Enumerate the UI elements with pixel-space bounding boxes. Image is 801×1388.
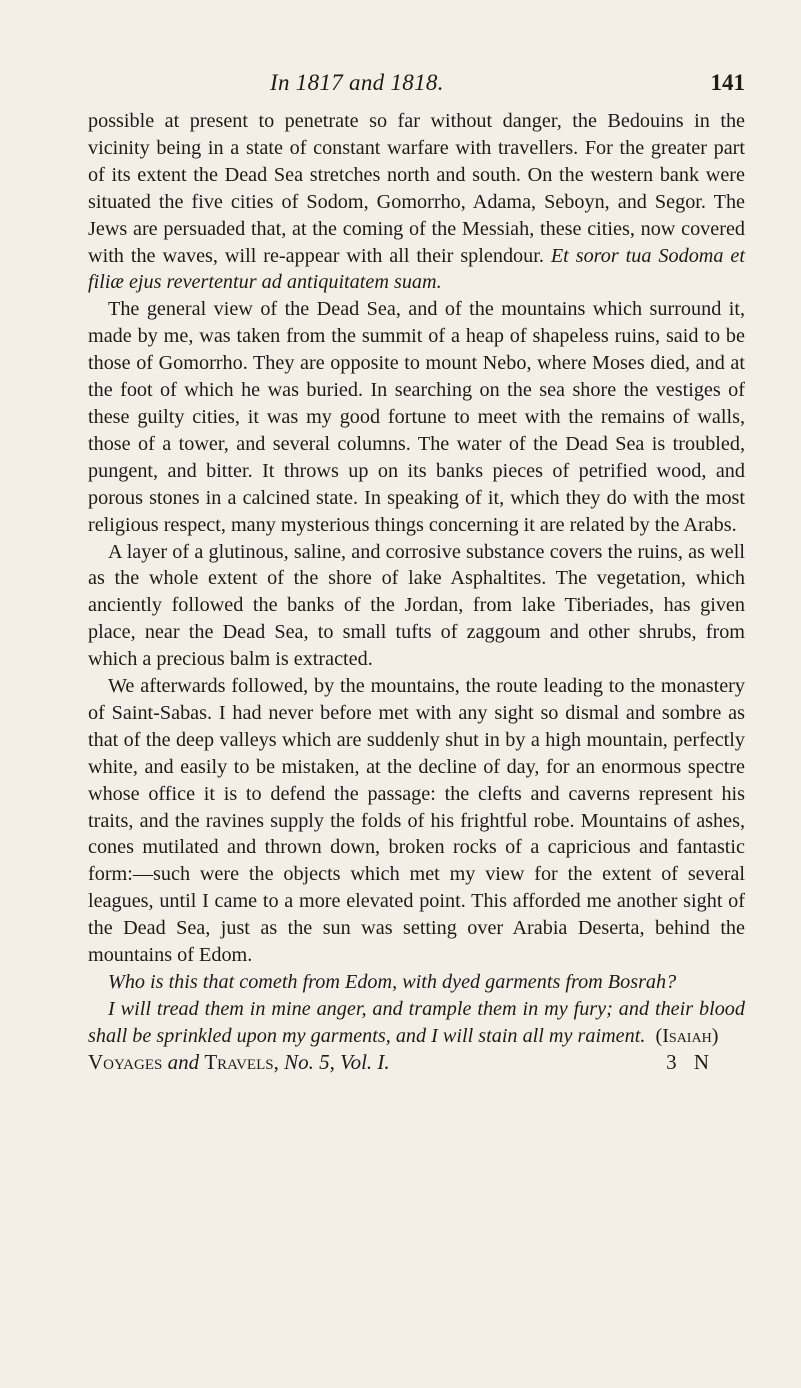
paragraph-1-text: possible at present to penetrate so far without danger, the Bedouins in the vicinity being in a state of constant warfare with travellers. For the greater part of its extent the Dead Sea stretches north and south. On the western bank were situated the five cities of Sodom, Gomorrho, Adama, Seboyn, and Segor. The Jews are persuaded that, at the coming of the Messiah, these cities, now covered with the waves, will re-appear with all their splendour. xyxy=(88,110,745,267)
signature-mark: 3 N xyxy=(666,1049,715,1074)
page-number: 141 xyxy=(710,70,745,95)
paragraph-1 xyxy=(88,108,745,296)
running-head xyxy=(88,70,745,108)
page-footer xyxy=(88,1050,745,1078)
series-voyages: Voyages xyxy=(88,1049,163,1074)
series-travels: Travels, xyxy=(204,1049,279,1074)
series-line xyxy=(88,1050,390,1075)
paragraph-3: A layer of a glutinous, saline, and corrosive substance covers the ruins, as well as the whole extent of the shore of lake Asphaltites. The vegetation, which anciently followed the banks of the Jordan, from lake Tiberiades, has given place, near the Dead Sea, to small tufts of zaggoum and other shrubs, from which a precious balm is extracted. xyxy=(88,540,745,671)
running-title: In 1817 and 1818. xyxy=(270,70,444,95)
latin-quotation: Et soror tua Sodoma et filiæ ejus revertentur ad antiquitatem suam. xyxy=(88,244,745,294)
scripture-quote-2 xyxy=(88,996,745,1050)
series-and: and xyxy=(167,1049,200,1074)
paragraph-4: We afterwards followed, by the mountains, the route leading to the monastery of Saint-Sabas. I had never before met with any sight so dismal and sombre as that of the deep valleys which are suddenly shut in by a high mountain, perfectly white, and easily to be mistaken, at the decline of day, for an enormous spectre whose office it is to defend the passage: the clefts and caverns represent his traits, and the ravines supply the folds of his frightful robe. Mountains of ashes, cones mutilated and thrown down, broken rocks of a capricious and fantastic form:—such were the objects which met my view for the extent of several leagues, until I came to a more elevated point. This afforded me another sight of the Dead Sea, just as the sun was setting over Arabia Deserta, behind the mountains of Edom. xyxy=(88,675,745,967)
scripture-attribution: (Isaiah) xyxy=(655,1024,719,1047)
paragraph-2: The general view of the Dead Sea, and of the mountains which surround it, made by me, was taken from the summit of a heap of shapeless ruins, said to be those of Gomorrho. They are opposite to mount Nebo, where Moses died, and at the foot of which he was buried. In searching on the sea shore the vestiges of these guilty cities, it was my good fortune to meet with the remains of walls, those of a tower, and several columns. The water of the Dead Sea is troubled, pungent, and bitter. It throws up on its banks pieces of petrified wood, and porous stones in a calcined state. In speaking of it, which they do with the most religious respect, many mysterious things concerning it are related by the Arabs. xyxy=(88,298,745,536)
series-volume: No. 5, Vol. I. xyxy=(284,1049,390,1074)
scripture-quote-2-text: I will tread them in mine anger, and trample them in my fury; and their blood shall be sprinkled upon my garments, and I will stain all my raiment. xyxy=(88,997,745,1047)
scripture-quote-1: Who is this that cometh from Edom, with dyed garments from Bosrah? xyxy=(108,971,677,993)
body-text xyxy=(88,108,745,1050)
